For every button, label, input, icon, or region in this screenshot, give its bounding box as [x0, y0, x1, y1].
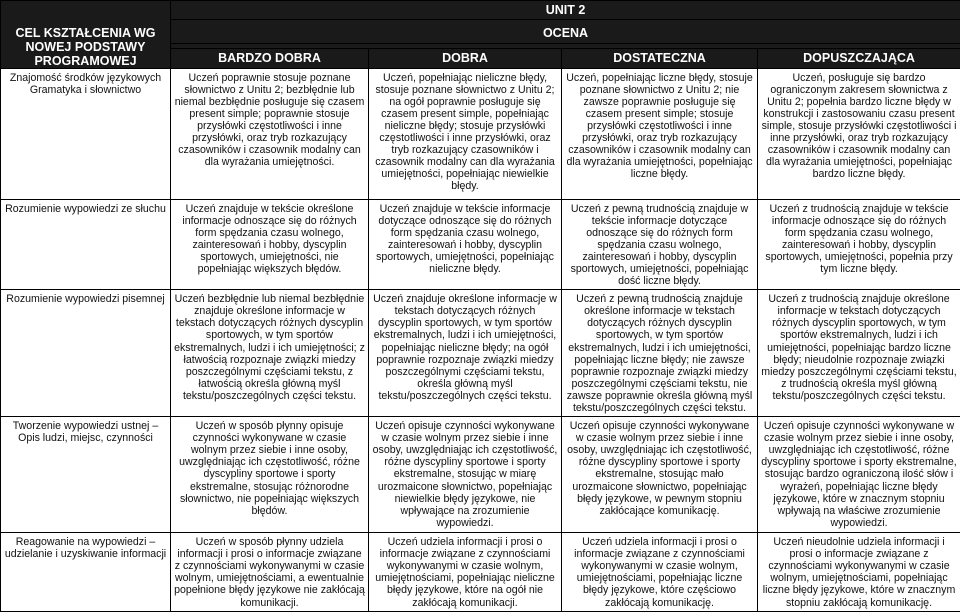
criteria-cell: Uczeń bezbłędnie lub niemal bezbłędnie znajduje określone informacje w tekstach dotyczących różnych dyscyplin sportowych, w tym sportów ekstremalnych, ludzi i ich umiejętności; z łatwością rozpoznaje związki miedzy poszczególnymi częściami tekstu, z łatwością określa główną myśl tekstu/poszczególnych części tekstu.: [171, 290, 369, 417]
row-label-line: Znajomość środków językowych: [3, 72, 168, 84]
row-label-line: Rozumienie wypowiedzi pisemnej: [3, 293, 168, 305]
grade-header-dostateczna: DOSTATECZNA: [562, 48, 758, 68]
row-label-line: udzielanie i uzyskiwanie informacji: [3, 548, 168, 560]
row-label: [1, 533, 171, 612]
cel-line-2: NOWEJ PODSTAWY: [1, 40, 170, 54]
criteria-cell: Uczeń znajduje w tekście informacje dotyczące odnoszące się do różnych form spędzania czasu wolnego, zainteresowań i hobby, dyscyplin sportowych, umiejętności, popełniając nieliczne błędy.: [369, 199, 562, 290]
cel-ksztalcenia-header: [1, 20, 171, 69]
grade-header-dobra: DOBRA: [369, 48, 562, 68]
criteria-cell: Uczeń opisuje czynności wykonywane w czasie wolnym przez siebie i inne osoby, uwzględniając ich częstotliwość, różne dyscypliny sportowe i sporty ekstremalne, stosując bardzo ograniczoną ilość słów i wyrażeń, popełniając liczne błędy językowe, które w znacznym stopniu wpływają na właściwe zrozumienie wypowiedzi.: [758, 417, 960, 533]
row-label: [1, 290, 171, 417]
criteria-cell: Uczeń znajduje określone informacje w tekstach dotyczących różnych dyscyplin sportowych, w tym sportów ekstremalnych, ludzi i ich umiejętności, popełniając nieliczne błędy; na ogół poprawnie rozpoznaje związki miedzy poszczególnymi częściami tekstu, określa główną myśl tekstu/poszczególnych części tekstu.: [369, 290, 562, 417]
cel-line-1: CEL KSZTAŁCENIA WG: [1, 26, 170, 40]
table-row: [1, 199, 960, 290]
row-label: [1, 68, 171, 199]
criteria-cell: Uczeń z trudnością znajduje w tekście informacje odnoszące się do różnych form spędzania czasu wolnego, zainteresowań i hobby, dyscyplin sportowych, umiejętności, popełnia przy tym liczne błędy.: [758, 199, 960, 290]
criteria-cell: Uczeń, popełniając nieliczne błędy, stosuje poznane słownictwo z Unitu 2; na ogół poprawnie posługuje się czasem present simple, popełniając nieliczne błędy; stosuje przysłówki częstotliwości i inne przysłówki, oraz tryb rozkazujący czasowników i czasownik modalny can dla wyrażania umiejętności, popełniając niewielkie błędy.: [369, 68, 562, 199]
row-label-line: Reagowanie na wypowiedzi –: [3, 536, 168, 548]
criteria-cell: Uczeń, posługuje się bardzo ograniczonym zakresem słownictwa z Unitu 2; popełnia bardzo liczne błędy w konstrukcji i zastosowaniu czasu present simple, stosuje przysłówki częstotliwości i inne przysłówki, oraz tryb rozkazujący czasowników i czasownik modalny can dla wyrażania umiejętności, popełniając bardzo liczne błędy.: [758, 68, 960, 199]
row-label: [1, 199, 171, 290]
corner-blank: [1, 1, 171, 20]
criteria-cell: Uczeń z pewną trudnością znajduje w tekście informacje dotyczące odnoszące się do różnych form spędzania czasu wolnego, zainteresowań i hobby, dyscyplin sportowych, umiejętności, popełniając dość liczne błędy.: [562, 199, 758, 290]
criteria-cell: Uczeń udziela informacji i prosi o informacje związane z czynnościami wykonywanymi w czasie wolnym, umiejętnościami, popełniając liczne błędy językowe, które częściowo zakłócają komunikację.: [562, 533, 758, 612]
criteria-cell: Uczeń znajduje w tekście określone informacje odnoszące się do różnych form spędzania czasu wolnego, zainteresowań i hobby, dyscyplin sportowych, umiejętności, nie popełniając większych błędów.: [171, 199, 369, 290]
cel-line-3: PROGRAMOWEJ: [1, 54, 170, 68]
row-label: [1, 417, 171, 533]
row-label-line: Opis ludzi, miejsc, czynności: [3, 432, 168, 444]
table-row: [1, 533, 960, 612]
criteria-cell: Uczeń, popełniając liczne błędy, stosuje poznane słownictwo z Unitu 2; nie zawsze poprawnie posługuje się czasem present simple; stosuje przysłówki częstotliwości i inne przysłówki, oraz tryb rozkazujący czasowników i czasownik modalny can dla wyrażania umiejętności, popełniając liczne błędy.: [562, 68, 758, 199]
row-label-line: Rozumienie wypowiedzi ze słuchu: [3, 203, 168, 215]
table-row: [1, 417, 960, 533]
grade-header-dopuszczajaca: DOPUSZCZAJĄCA: [758, 48, 960, 68]
criteria-cell: Uczeń udziela informacji i prosi o informacje związane z czynnościami wykonywanymi w czasie wolnym, umiejętnościami, popełniając nieliczne błędy językowe, które na ogół nie zakłócają komunikacji.: [369, 533, 562, 612]
criteria-cell: Uczeń opisuje czynności wykonywane w czasie wolnym przez siebie i inne osoby, uwzględniając ich częstotliwość, różne dyscypliny sportowe i sporty ekstremalne, stosując w miarę urozmaicone słownictwo, popełniając niewielkie błędy językowe, nie wpływające na zrozumienie wypowiedzi.: [369, 417, 562, 533]
criteria-cell: Uczeń w sposób płynny udziela informacji i prosi o informacje związane z czynnościami wykonywanymi w czasie wolnym, umiejętnościami, a ewentualnie popełnione błędy językowe nie zakłócają komunikacji.: [171, 533, 369, 612]
criteria-cell: Uczeń z pewną trudnością znajduje określone informacje w tekstach dotyczących różnych dyscyplin sportowych, w tym sportów ekstremalnych, ludzi i ich umiejętności, popełniając liczne błędy; nie zawsze poprawnie rozpoznaje związki miedzy poszczególnymi częściami tekstu, nie zawsze poprawnie określa główną myśl tekstu/poszczególnych części tekstu.: [562, 290, 758, 417]
criteria-cell: Uczeń nieudolnie udziela informacji i prosi o informacje związane z czynnościami wykonywanymi w czasie wolnym, umiejętnościami, popełniając liczne błędy językowe, które w znacznym stopniu zakłócają komunikację.: [758, 533, 960, 612]
criteria-cell: Uczeń opisuje czynności wykonywane w czasie wolnym przez siebie i inne osoby, uwzględniając ich częstotliwość, różne dyscypliny sportowe i sporty ekstremalne, stosując mało urozmaicone słownictwo, popełniając błędy językowe, w pewnym stopniu zakłócające komunikację.: [562, 417, 758, 533]
unit-title: UNIT 2: [171, 1, 960, 20]
grade-header-bardzo-dobra: BARDZO DOBRA: [171, 48, 369, 68]
criteria-cell: Uczeń z trudnością znajduje określone informacje w tekstach dotyczących różnych dyscyplin sportowych, w tym sportów ekstremalnych, ludzi i ich umiejętności, popełniając bardzo liczne błędy; nieudolnie rozpoznaje związki miedzy poszczególnymi częściami tekstu, z trudnością określa myśl główną tekstu/poszczególnych części tekstu.: [758, 290, 960, 417]
criteria-cell: Uczeń poprawnie stosuje poznane słownictwo z Unitu 2; bezbłędnie lub niemal bezbłędnie posługuje się czasem present simple; poprawnie stosuje przysłówki częstotliwości i inne przysłówki, oraz tryb rozkazujący czasowników i czasownik modalny can dla wyrażania umiejętności.: [171, 68, 369, 199]
row-label-line: Tworzenie wypowiedzi ustnej –: [3, 420, 168, 432]
table-row: [1, 290, 960, 417]
row-label-line: Gramatyka i słownictwo: [3, 84, 168, 96]
criteria-cell: Uczeń w sposób płynny opisuje czynności wykonywane w czasie wolnym przez siebie i inne osoby, uwzględniając ich częstotliwość, różne dyscypliny sportowe i sporty ekstremalne, stosując różnorodne słownictwo, nie popełniając większych błędów.: [171, 417, 369, 533]
ocena-header: OCENA: [171, 20, 960, 44]
table-row: [1, 68, 960, 199]
